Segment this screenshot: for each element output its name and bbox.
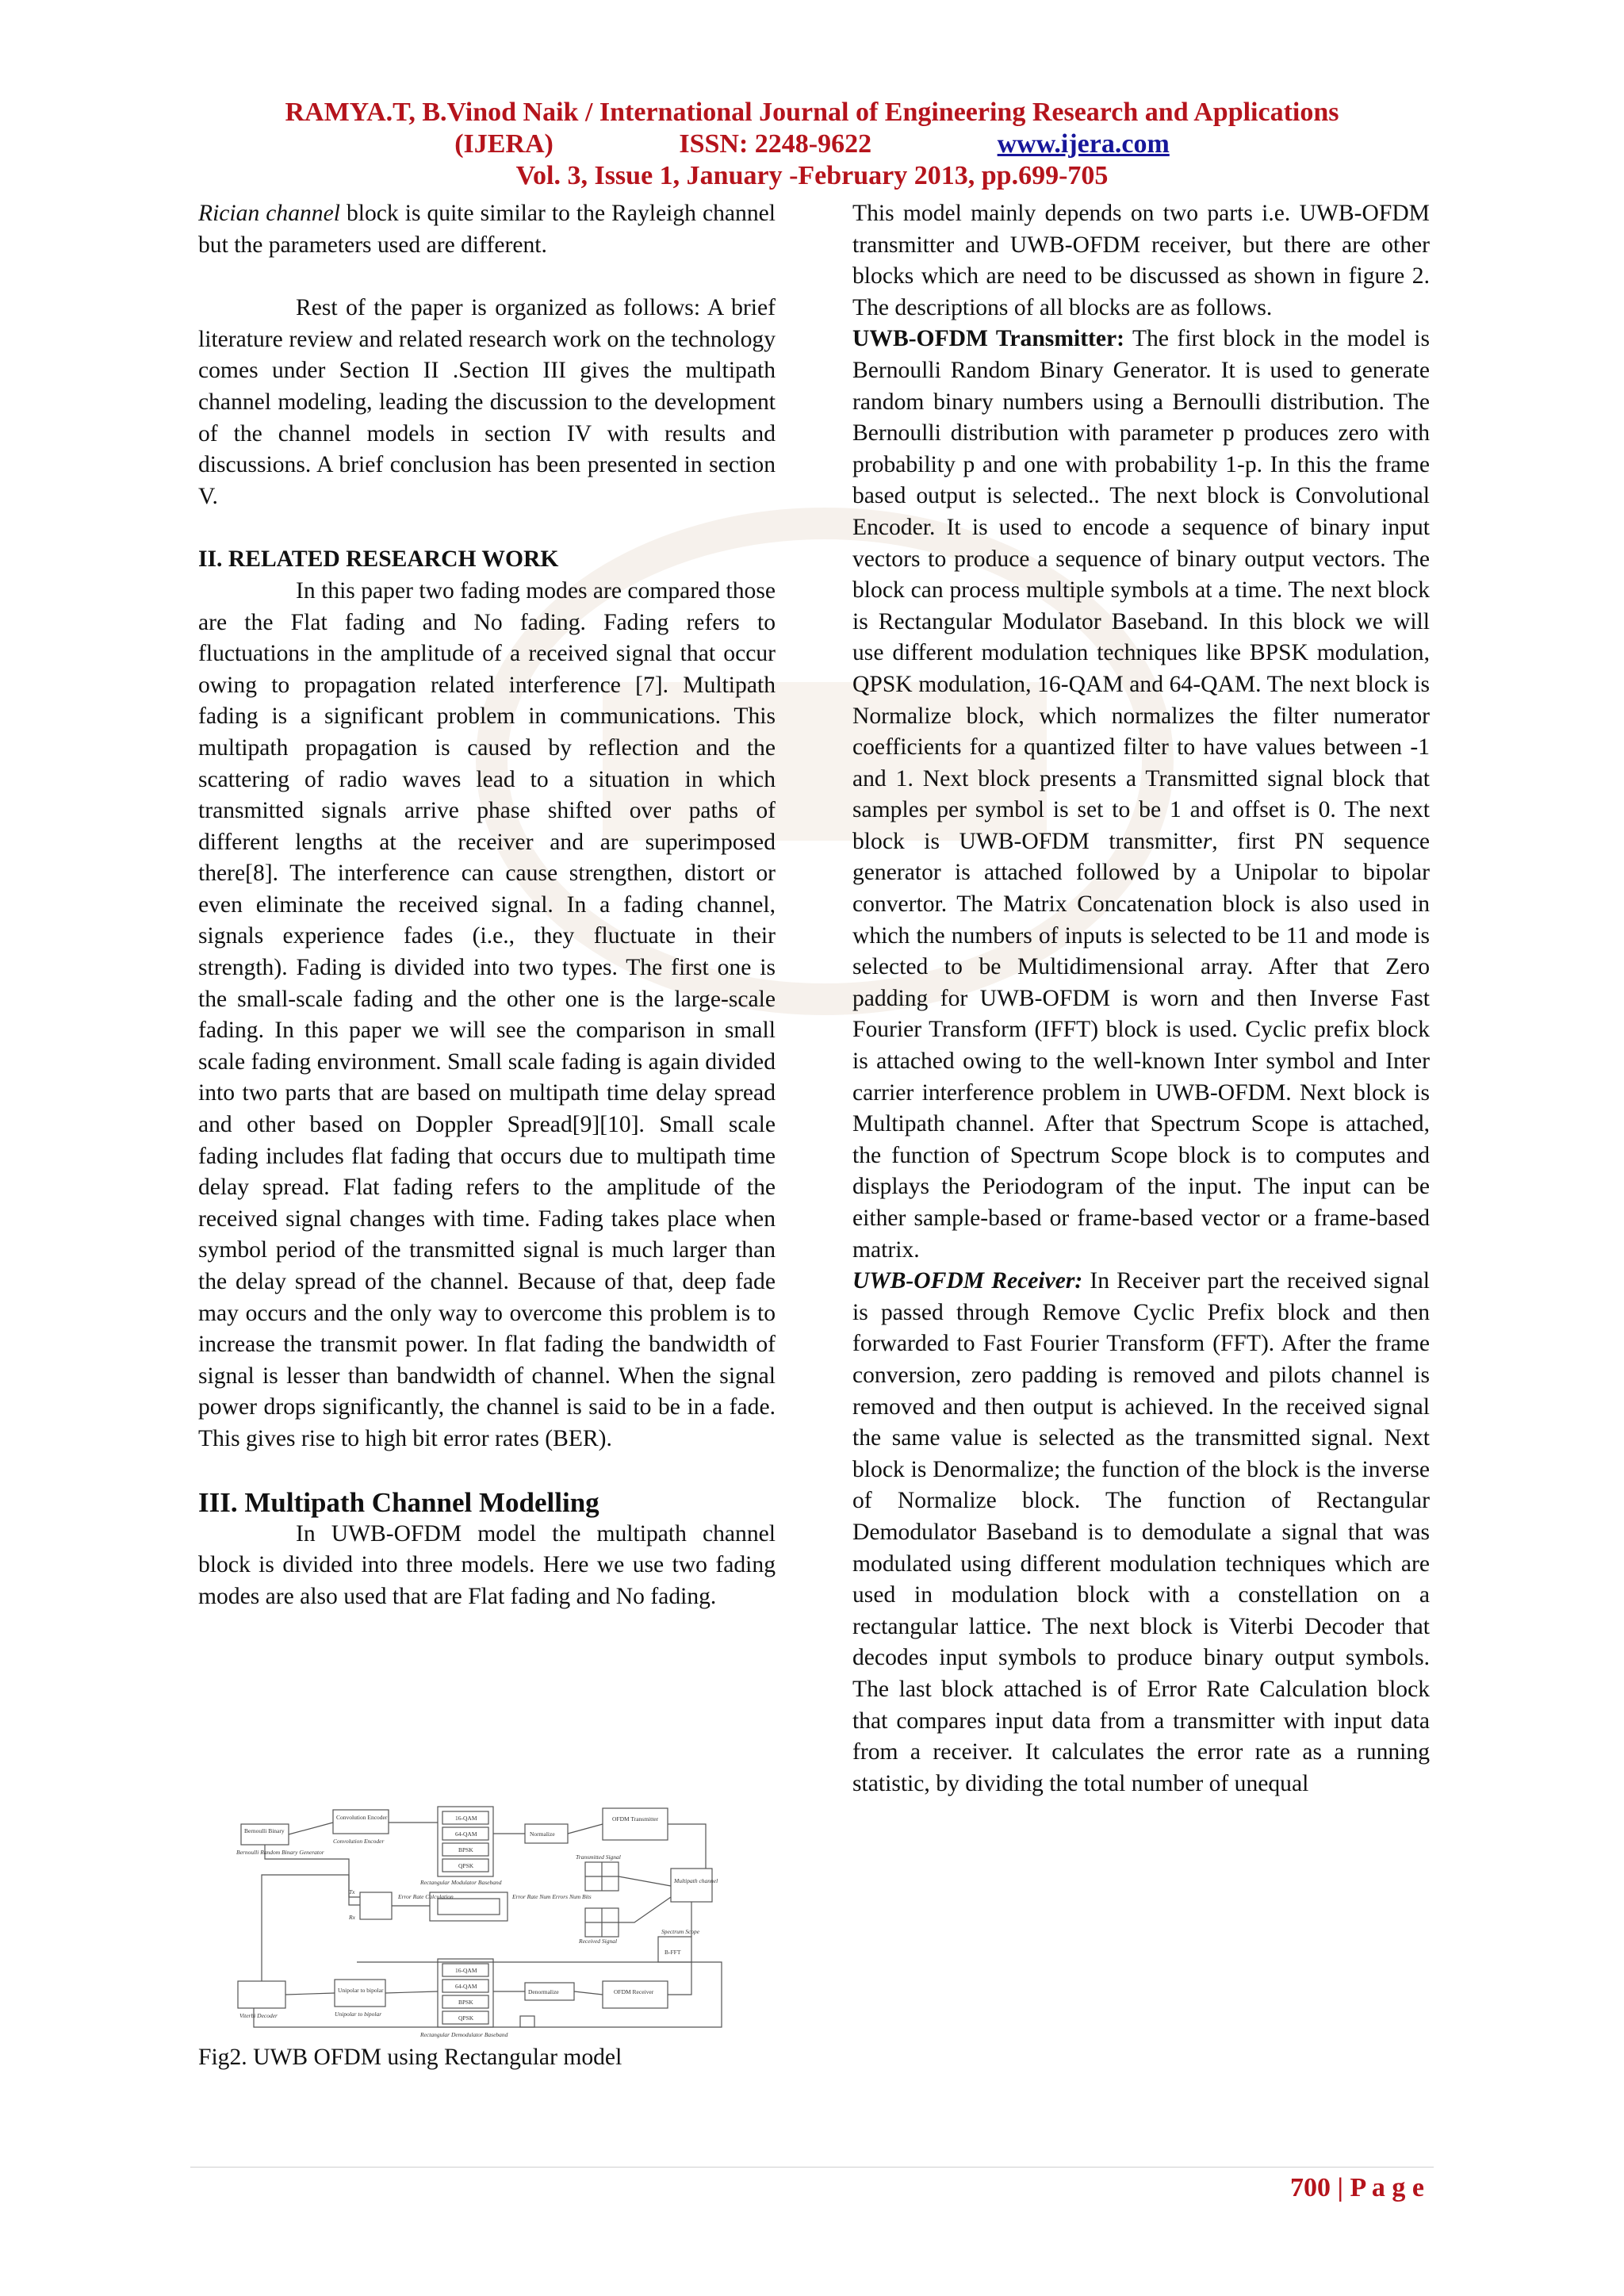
fig-normalize-label: Normalize (530, 1830, 555, 1838)
fig-spectrum-label: Spectrum Scope (661, 1928, 700, 1935)
fig-conv-sub: Convolution Encoder (333, 1838, 385, 1845)
header-authors: RAMYA.T, B.Vinod Naik / International Journal of Engineering Research and Applications (285, 98, 1339, 127)
fig-mod-sub: Rectangular Modulator Baseband (420, 1879, 502, 1886)
transmitter-text-a: The first block in the model is Bernoulli Random Binary Generator. It is used to generate random binary numbers using a Bernoulli distribution. The Bernoulli distribution with parameter p produces zero with probability p and one with probability 1-p. In this the frame based output is selected.. The next block is Convolutional Encoder. It is used to encode a sequence of binary input vectors to produce a sequence of binary output vectors. The block can process multiple symbols at a time. The next block is Rectangular Modulator Baseband. In this block we will use different modulation techniques like BPSK modulation, QPSK modulation, 16-QAM and 64-QAM. The next block is Normalize block, which normalizes the filter numerator coefficients for a quantized filter to have values between -1 and 1. Next block presents a Transmitted signal block that samples per symbol is set to be 1 and offset is 0. The next block is UWB-OFDM transmitte (852, 326, 1430, 854)
fig-demod-64qam: 64-QAM (455, 1983, 477, 1990)
fig-rx-port: Rx (349, 1914, 355, 1921)
fig-mod-bpsk: BPSK (458, 1846, 473, 1853)
receiver-label: UWB-OFDM Receiver: (852, 1268, 1083, 1294)
fig-unipolar-label: Unipolar to bipolar (338, 1987, 384, 1994)
fig-error-text: Error Rate Num Errors Num Bits (512, 1893, 592, 1900)
figure-caption: Fig2. UWB OFDM using Rectangular model (198, 2045, 622, 2070)
fig2-block-diagram (230, 1803, 737, 2041)
fig-mod-qpsk: QPSK (458, 1862, 474, 1869)
fig-multipath-label: Multipath channel (674, 1877, 718, 1884)
fig-conv-label: Convolution Encoder (336, 1814, 388, 1821)
fig-demod-qpsk: QPSK (458, 2014, 474, 2022)
multipath-channel-block (671, 1869, 712, 1902)
page-number: 700 | P a g e (1290, 2173, 1424, 2202)
transmitter-label: UWB-OFDM Transmitter: (852, 326, 1125, 352)
journal-header (198, 97, 1426, 192)
fig-demod-bpsk: BPSK (458, 1999, 473, 2006)
ofdm-transmitter-block (603, 1808, 668, 1840)
header-journal: (IJERA) (454, 129, 553, 159)
section-heading-multipath: III. Multipath Channel Modelling (198, 1486, 599, 1518)
header-issn: ISSN: 2248-9622 (679, 129, 872, 159)
transmitter-text-b: , first PN sequence generator is attached followed by a Unipolar to bipolar convertor. The Matrix Concatenation block is also used in which the numbers of inputs is selected to be 11 and mode is selected to be Multidimensional array. After that Zero padding for UWB-OFDM is worn and then Inverse Fast Fourier Transform (IFFT) block is used. Cyclic prefix block is attached owing to the well-known Inter symbol and Inter carrier interference problem in UWB-OFDM. Next block is Multipath channel. After that Spectrum Scope is attached, the function of Spectrum Scope block is to computes and displays the Periodogram of the input. The input can be either sample-based or frame-based vector or a frame-based matrix. (852, 828, 1430, 1263)
section-heading-related-work: II. RELATED RESEARCH WORK (198, 546, 559, 573)
fig-tx-port: Tx (349, 1888, 355, 1895)
left-column (198, 198, 776, 1612)
rician-term: Rician channel (198, 201, 340, 226)
fig-viterbi-label: Viterbi Decoder (239, 2012, 278, 2019)
fig-unipolar-sub: Unipolar to bipolar (335, 2010, 382, 2018)
fig-demod-16qam: 16-QAM (455, 1967, 477, 1974)
fig-bernoulli-label: Bernoulli Binary (244, 1827, 285, 1834)
fig-ofdm-tx-label: OFDM Transmitter (612, 1815, 659, 1823)
paragraph-receiver (852, 1266, 1430, 1800)
paragraph-organization: Rest of the paper is organized as follows: A brief literature review and related research work on the technology comes under Section II .Section III gives the multipath channel modeling, leading the discussion to the development of the channel models in section IV with results and discussions. A brief conclusion has been presented in section V. (198, 295, 776, 509)
fig-error-calc-label: Error Rate Calculation (398, 1893, 454, 1900)
viterbi-decoder-block (238, 1981, 285, 2008)
right-column (852, 198, 1430, 1800)
transmitter-text-r: r (1202, 828, 1212, 854)
paragraph-transmitter (852, 324, 1430, 1266)
header-line-2 (198, 128, 1426, 160)
fig-bernoulli-sub: Bernoulli Random Binary Generator (236, 1849, 324, 1856)
fig-mod-16qam: 16-QAM (455, 1815, 477, 1822)
paragraph-rician (198, 198, 776, 261)
fig-demod-sub: Rectangular Demodulator Baseband (420, 2031, 508, 2038)
paragraph-model-overview: This model mainly depends on two parts i.e. UWB-OFDM transmitter and UWB-OFDM receiver, but there are other blocks which are need to be discussed as shown in figure 2. The descriptions of all blocks are as follows. (852, 201, 1430, 320)
fig-denormalize-label: Denormalize (528, 1988, 559, 1995)
fig-mod-64qam: 64-QAM (455, 1830, 477, 1838)
paragraph-related-work: In this paper two fading modes are compared those are the Flat fading and No fading. Fading refers to fluctuations in the amplitude of a received signal that occur owing to propagation related interference [7]. Multipath fading is a significant problem in communications. This multipath propagation is caused by reflection and the scattering of radio waves lead to a situation in which transmitted signals arrive phase shifted over paths of different lengths at the receiver and are superimposed there[8]. The interference can cause strengthen, distort or even eliminate the received signal. In a fading channel, signals experience fades (i.e., they fluctuate in their strength). Fading is divided into two types. The first one is the small-scale fading and the other one is the large-scale fading. In this paper we will see the comparison in small scale fading environment. Small scale fading is again divided into two parts that are based on multipath time delay spread and other based on Doppler Spread[9][10]. Small scale fading includes flat fading that occurs due to multipath time delay spread. Flat fading refers to the amplitude of the received signal changes with time. Fading takes place when symbol period of the transmitted signal is much larger than the delay spread of the channel. Because of that, deep fade may occurs and the only way to overcome this problem is to increase the transmit power. In flat fading the bandwidth of signal is lesser than bandwidth of channel. When the signal power drops significantly, the channel is said to be in a fade. This gives rise to high bit error rates (BER). (198, 577, 776, 1451)
receiver-text: In Receiver part the received signal is passed through Remove Cyclic Prefix block and then forwarded to Fast Fourier Transform (FFT). After the frame conversion, zero padding is removed and pilots channel is removed and then output is achieved. In the received signal the same value is selected as the transmitted signal. Next block is Denormalize; the function of the block is the inverse of Normalize block. The function of Rectangular Demodulator Baseband is to demodulate a signal that was modulated using different modulation techniques which are used in modulation block with a constellation on a rectangular lattice. The next block is Viterbi Decoder that decodes input symbols to produce binary output symbols. The last block attached is of Error Rate Calculation block that compares input data from a transmitter with input data from a receiver. It calculates the error rate as a running statistic, by dividing the total number of unequal (852, 1268, 1430, 1796)
rician-text: block is quite similar to the Rayleigh channel but the parameters used are different. (198, 201, 776, 258)
fig-rx-signal-label: Received Signal (579, 1938, 618, 1945)
header-volume: Vol. 3, Issue 1, January -February 2013, pp.699-705 (515, 161, 1109, 190)
header-url-link[interactable]: www.ijera.com (997, 129, 1170, 159)
paragraph-multipath: In UWB-OFDM model the multipath channel block is divided into three models. Here we use two fading modes are also used that are Flat fading and No fading. (198, 1520, 776, 1609)
fig-bfft-label: B-FFT (665, 1949, 681, 1956)
footer-rule (190, 2167, 1434, 2168)
fig-tx-signal-label: Transmitted Signal (576, 1853, 621, 1861)
fig-ofdm-rx-label: OFDM Receiver (614, 1988, 654, 1995)
error-rate-calc-block (360, 1892, 392, 1919)
